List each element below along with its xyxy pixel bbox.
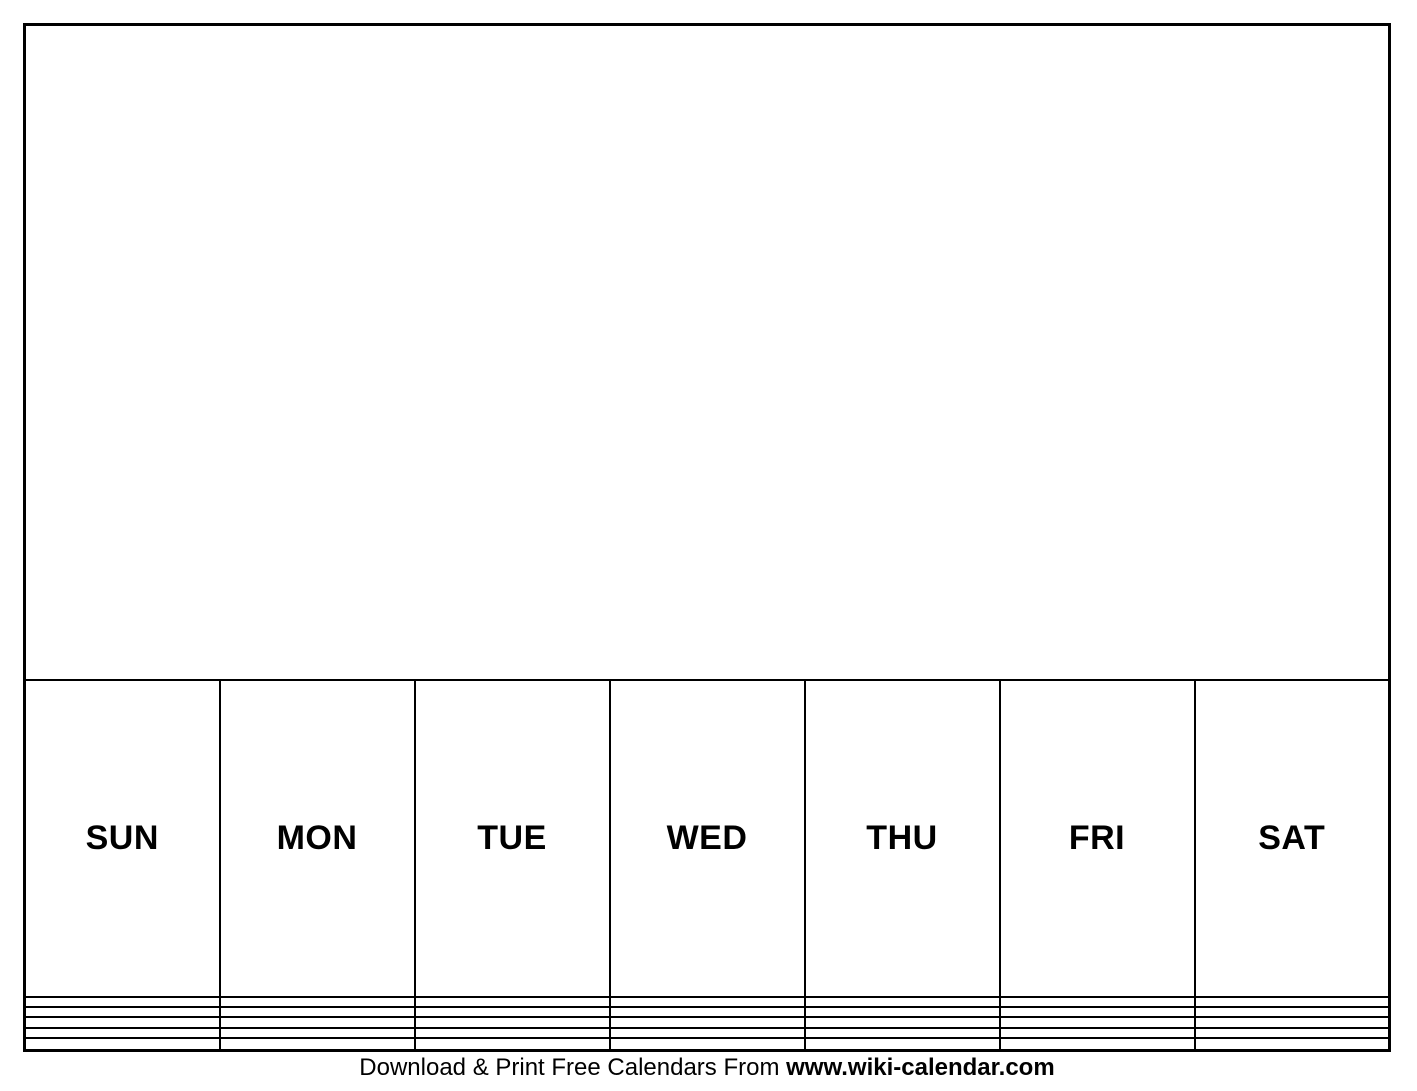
day-cell — [805, 1007, 1000, 1017]
day-cell — [610, 1007, 805, 1017]
title-area — [25, 25, 1390, 681]
day-cell — [415, 1017, 610, 1027]
day-header-sat: SAT — [1195, 680, 1390, 996]
footer-text — [23, 1054, 1391, 1082]
footer-prefix: Download & Print Free Calendars From — [359, 1054, 787, 1081]
day-cell — [1195, 1007, 1390, 1017]
day-cell — [220, 997, 415, 1007]
title-row — [25, 25, 1390, 681]
day-cell — [415, 997, 610, 1007]
day-header-thu: THU — [805, 680, 1000, 996]
footer-url: www.wiki-calendar.com — [786, 1054, 1055, 1081]
day-cell — [1195, 1017, 1390, 1027]
week-row — [25, 1028, 1390, 1038]
day-cell — [1000, 1007, 1195, 1017]
day-cell — [1000, 1028, 1195, 1038]
day-cell — [805, 1017, 1000, 1027]
day-cell — [25, 1017, 220, 1027]
day-cell — [25, 997, 220, 1007]
day-cell — [220, 1017, 415, 1027]
day-cell — [415, 1028, 610, 1038]
calendar-table — [23, 23, 1391, 1052]
day-cell — [220, 1038, 415, 1051]
day-cell — [1195, 997, 1390, 1007]
day-cell — [610, 997, 805, 1007]
day-cell — [805, 997, 1000, 1007]
week-row — [25, 1007, 1390, 1017]
day-cell — [805, 1028, 1000, 1038]
day-cell — [1000, 1038, 1195, 1051]
day-header-tue: TUE — [415, 680, 610, 996]
week-row — [25, 1038, 1390, 1051]
day-cell — [610, 1038, 805, 1051]
day-cell — [805, 1038, 1000, 1051]
day-cell — [1195, 1038, 1390, 1051]
day-cell — [610, 1028, 805, 1038]
day-cell — [25, 1028, 220, 1038]
day-cell — [1000, 997, 1195, 1007]
day-cell — [415, 1007, 610, 1017]
day-cell — [1195, 1028, 1390, 1038]
day-header-row — [25, 680, 1390, 996]
calendar-grid-body — [25, 997, 1390, 1051]
day-cell — [220, 1028, 415, 1038]
day-cell — [1000, 1017, 1195, 1027]
day-cell — [610, 1017, 805, 1027]
calendar — [23, 23, 1391, 1052]
week-row — [25, 1017, 1390, 1027]
day-cell — [25, 1038, 220, 1051]
day-header-mon: MON — [220, 680, 415, 996]
week-row — [25, 997, 1390, 1007]
day-header-wed: WED — [610, 680, 805, 996]
day-header-fri: FRI — [1000, 680, 1195, 996]
calendar-title-section — [25, 25, 1390, 997]
day-header-sun: SUN — [25, 680, 220, 996]
day-cell — [25, 1007, 220, 1017]
day-cell — [220, 1007, 415, 1017]
day-cell — [415, 1038, 610, 1051]
